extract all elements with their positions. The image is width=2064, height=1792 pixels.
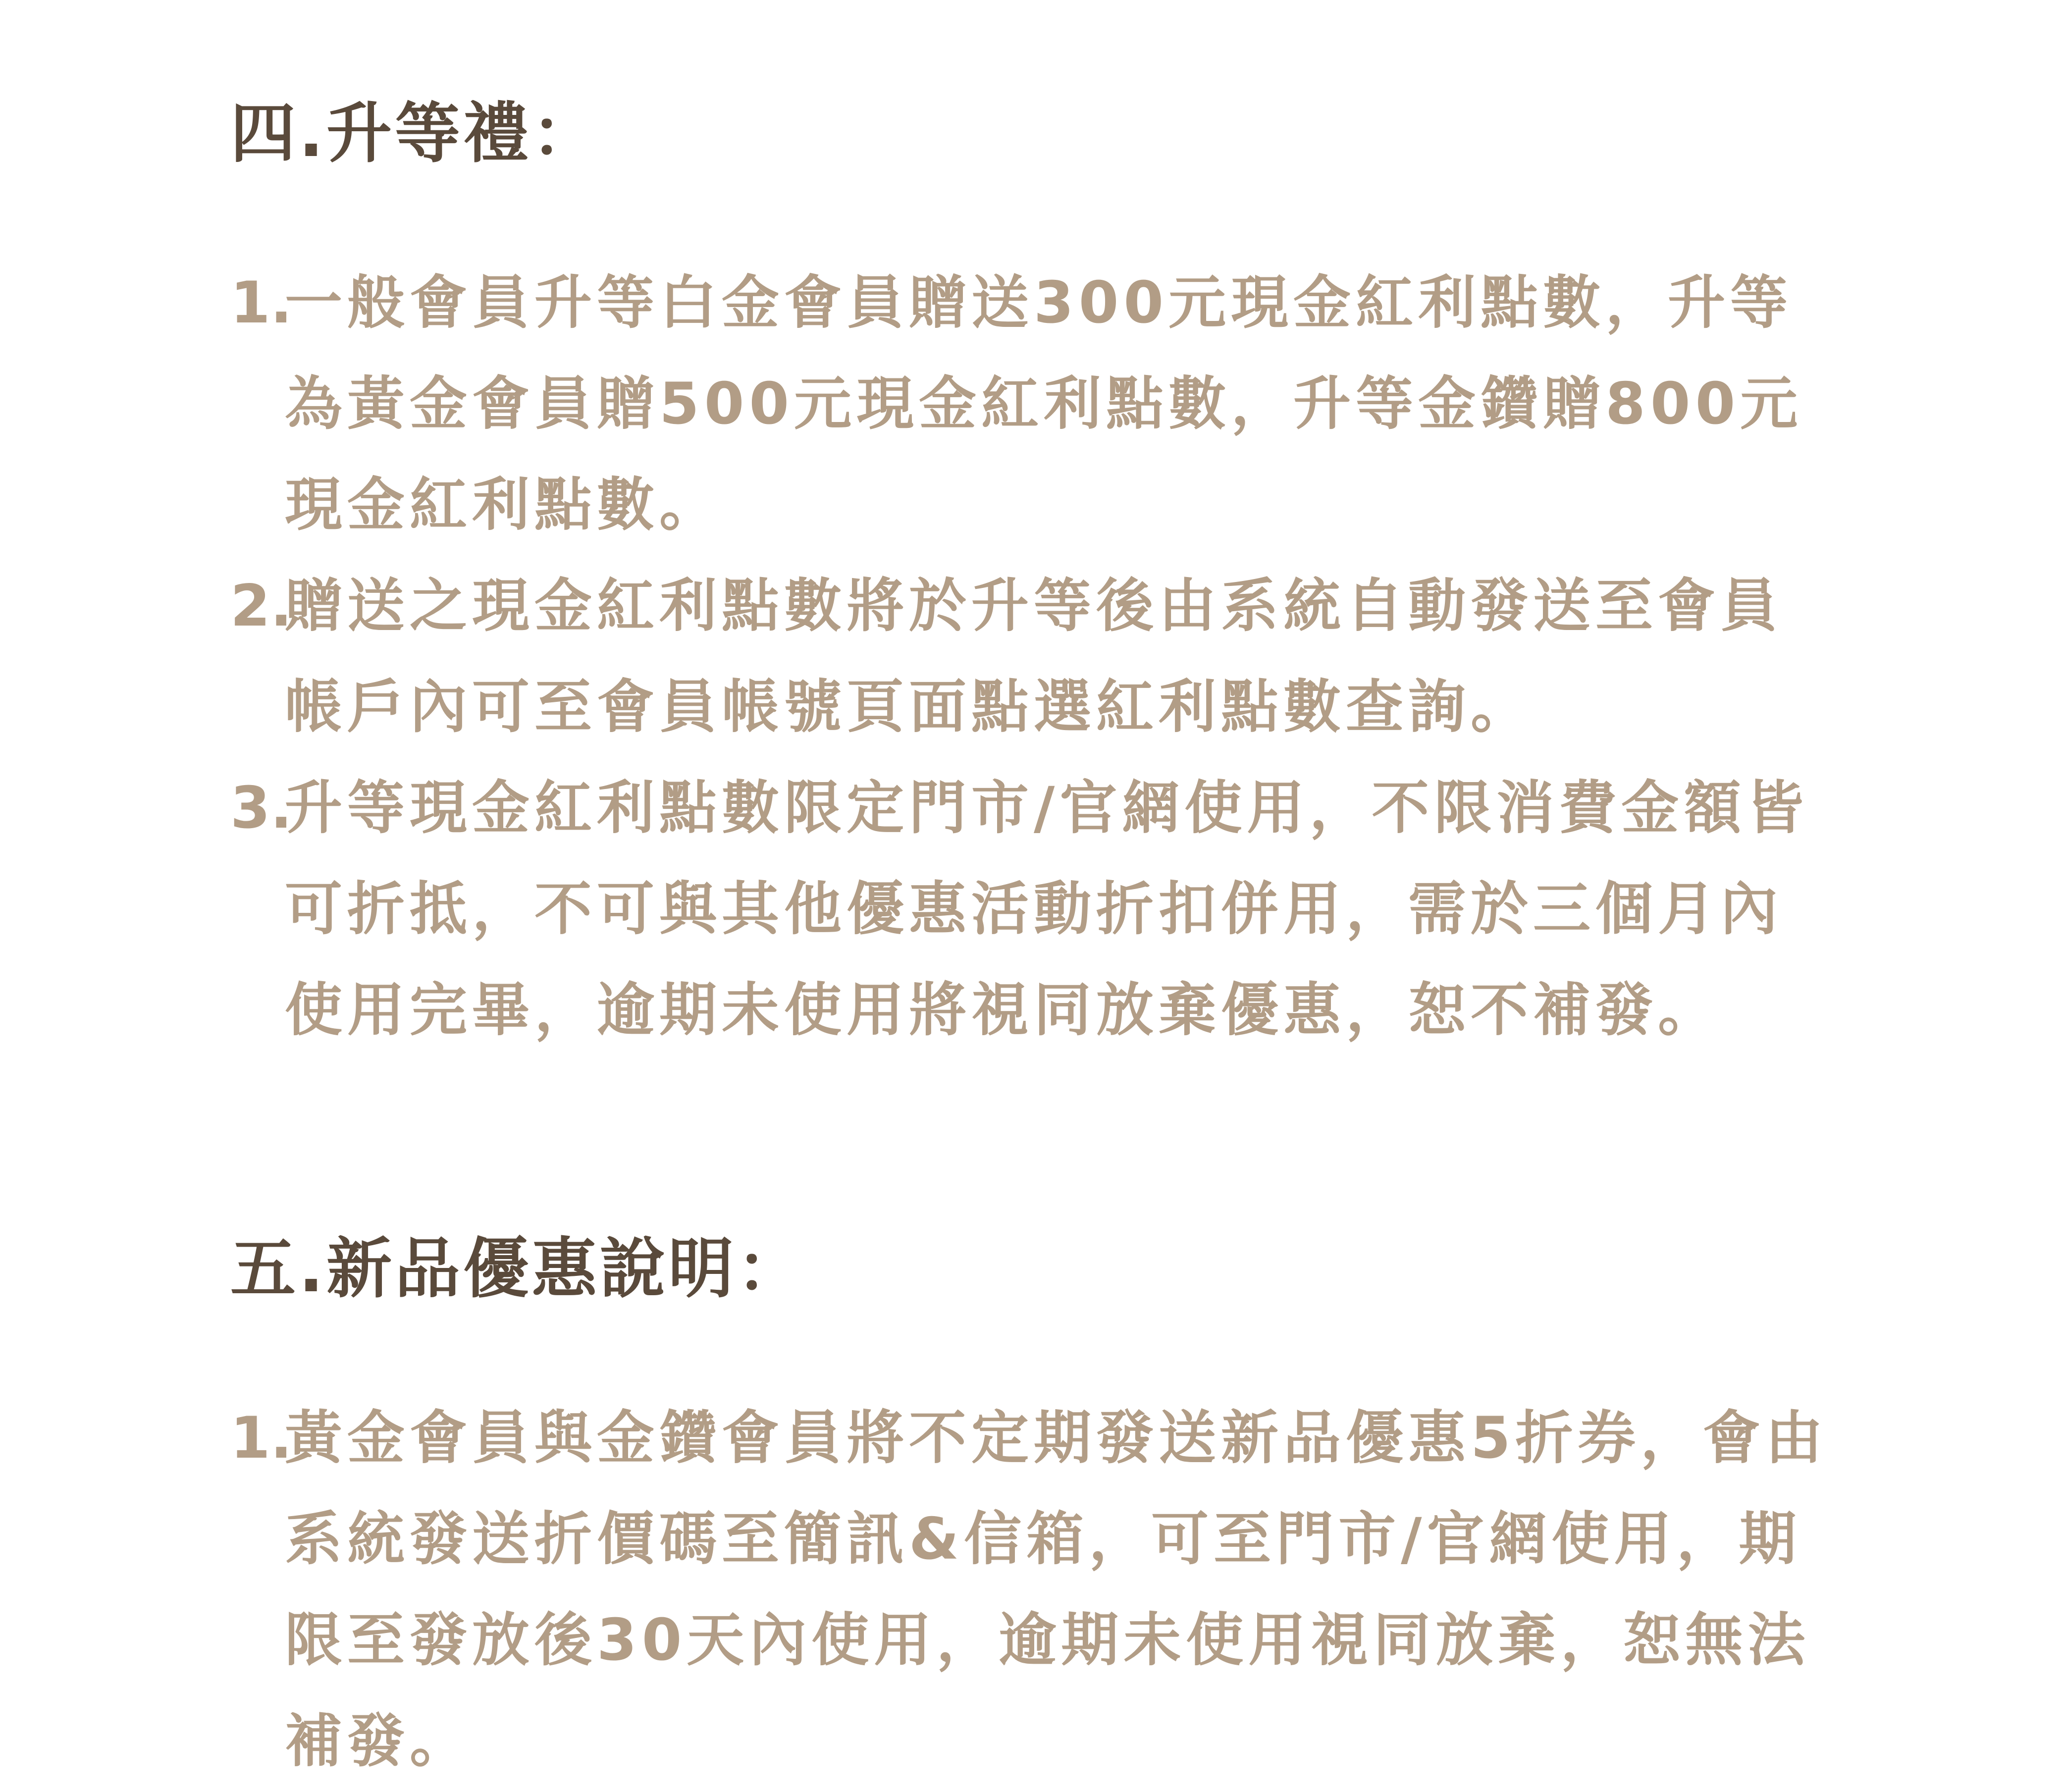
list-item <box>230 1388 1835 1792</box>
list-item <box>230 253 1835 556</box>
list-item-text: 黃金會員與金鑽會員將不定期發送新品優惠5折券，會由系統發送折價碼至簡訊&信箱，可至門市/官網使用，期限至發放後30天內使用，逾期未使用視同放棄，恕無法補發。 <box>285 1405 1828 1775</box>
list-item-text: 一般會員升等白金會員贈送300元現金紅利點數，升等為黃金會員贈500元現金紅利點數，升等金鑽贈800元現金紅利點數。 <box>285 269 1803 538</box>
terms-content <box>230 94 1835 1792</box>
list-item-number: 2. <box>230 573 292 639</box>
section-title-upgrade-gift: 四.升等禮： <box>230 96 600 172</box>
list-item-number: 1. <box>230 1405 292 1472</box>
list-item-number: 3. <box>230 775 292 842</box>
list-item <box>230 758 1835 1061</box>
list-item-number: 1. <box>230 269 292 336</box>
upgrade-gift-rules-list <box>230 253 1835 1061</box>
list-item-text: 升等現金紅利點數限定門市/官網使用，不限消費金額皆可折抵，不可與其他優惠活動折扣併用，需於三個月內使用完畢，逾期未使用將視同放棄優惠，恕不補發。 <box>285 775 1809 1044</box>
new-product-offer-rules-list <box>230 1388 1835 1792</box>
list-item <box>230 556 1835 758</box>
list-item-text: 贈送之現金紅利點數將於升等後由系統自動發送至會員帳戶內可至會員帳號頁面點選紅利點數查詢。 <box>285 573 1783 740</box>
section-title-new-product-offer: 五.新品優惠說明： <box>230 1231 805 1307</box>
